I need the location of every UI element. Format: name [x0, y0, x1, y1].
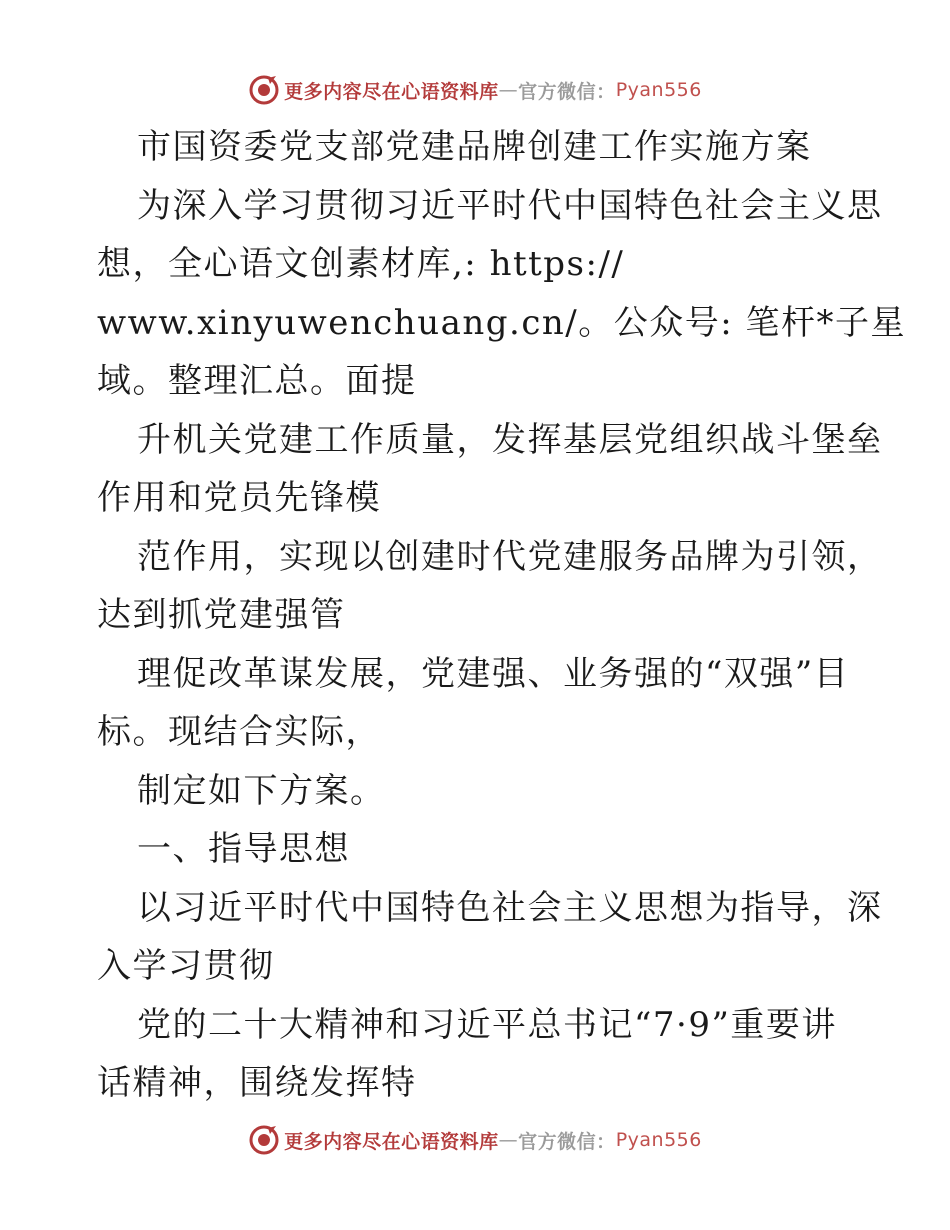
paragraph-line: 制定如下方案。 — [137, 770, 386, 811]
paragraph-line: 以习近平时代中国特色社会主义思想为指导，深 — [137, 887, 883, 928]
footer-watermark-banner — [0, 1120, 950, 1160]
quill-logo-icon — [248, 1124, 280, 1156]
banner-wechat-label: 官方微信： — [518, 1130, 616, 1153]
paragraph-line: 达到抓党建强管 — [97, 595, 346, 635]
section-heading: 一、指导思想 — [137, 829, 350, 869]
banner-brand-text: 更多内容尽在心语资料库 — [284, 80, 499, 103]
paragraph-line: 为深入学习贯彻习近平时代中国特色社会主义思 — [137, 185, 883, 226]
paragraph-line: www.xinyuwenchuang.cn/。公众号: 笔杆*子星 — [97, 302, 906, 343]
paragraph-line: 入学习贯彻 — [97, 946, 275, 986]
paragraph-line: 想，全心语文创素材库,: https:// — [97, 244, 625, 284]
paragraph-line: 话精神，围绕发挥特 — [97, 1063, 417, 1103]
paragraph-line: 标。现结合实际， — [97, 712, 381, 752]
document-body — [0, 118, 950, 1113]
banner-wechat-label: 官方微信： — [518, 80, 616, 103]
document-title: 市国资委党支部党建品牌创建工作实施方案 — [137, 127, 812, 167]
paragraph-line: 作用和党员先锋模 — [97, 478, 381, 518]
banner-dash: — — [498, 1129, 519, 1151]
banner-dash: — — [498, 79, 519, 101]
header-watermark-banner — [0, 70, 950, 110]
paragraph-line: 党的二十大精神和习近平总书记“7·9”重要讲 — [137, 1004, 837, 1045]
quill-logo-icon — [248, 74, 280, 106]
banner-brand-text: 更多内容尽在心语资料库 — [284, 1130, 499, 1153]
banner-wechat-handle: Pyan556 — [615, 1129, 702, 1151]
banner-wechat-handle: Pyan556 — [615, 79, 702, 101]
paragraph-line: 范作用，实现以创建时代党建服务品牌为引领， — [137, 536, 883, 577]
paragraph-line: 升机关党建工作质量，发挥基层党组织战斗堡垒 — [137, 419, 883, 460]
paragraph-line: 域。整理汇总。面提 — [97, 361, 417, 401]
paragraph-line: 理促改革谋发展，党建强、业务强的“双强”目 — [137, 653, 850, 694]
